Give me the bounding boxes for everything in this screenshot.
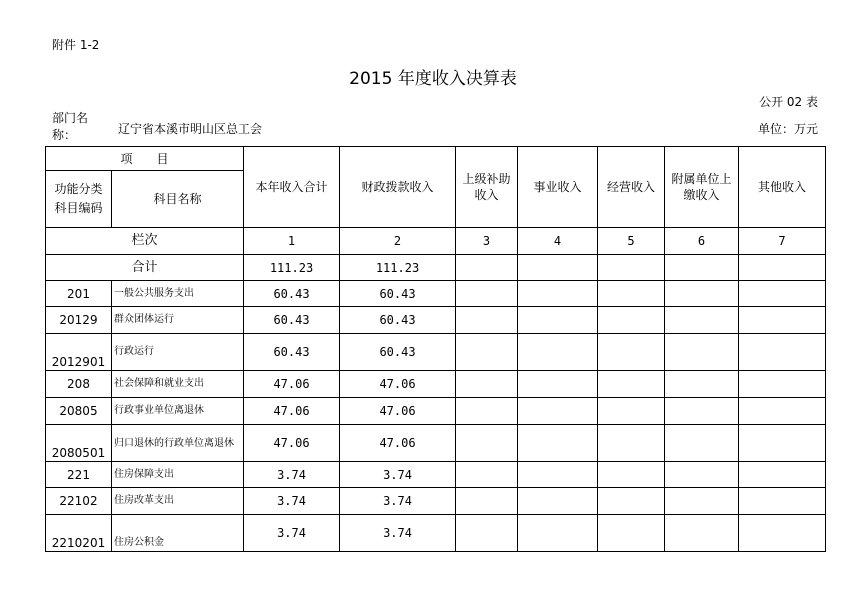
empty-cell (456, 398, 518, 425)
subject-name: 一般公共服务支出 (112, 281, 244, 307)
public-table-number: 公开 02 表 (759, 95, 818, 109)
total-income-value: 111.23 (244, 255, 340, 281)
column-index-label: 栏次 (46, 228, 244, 255)
empty-cell (739, 371, 826, 398)
subject-name: 住房保障支出 (112, 462, 244, 488)
empty-cell (518, 425, 598, 462)
total-income-value: 3.74 (244, 462, 340, 488)
empty-cell (456, 307, 518, 334)
fiscal-allocation-header: 财政拨款收入 (340, 147, 456, 228)
other-income-header: 其他收入 (739, 147, 826, 228)
empty-cell (598, 371, 665, 398)
func-code: 22102 (46, 488, 112, 515)
empty-cell (665, 255, 739, 281)
subject-name-header: 科目名称 (112, 171, 244, 228)
total-income-value: 47.06 (244, 371, 340, 398)
empty-cell (518, 488, 598, 515)
empty-cell (456, 255, 518, 281)
subject-name: 社会保障和就业支出 (112, 371, 244, 398)
operating-income-header: 经营收入 (598, 147, 665, 228)
total-row (46, 255, 826, 281)
fiscal-allocation-value: 60.43 (340, 334, 456, 371)
empty-cell (665, 488, 739, 515)
empty-cell (665, 515, 739, 552)
empty-cell (665, 307, 739, 334)
func-code: 221 (46, 462, 112, 488)
table-row (46, 515, 826, 552)
fiscal-allocation-value: 47.06 (340, 371, 456, 398)
column-index-number: 7 (739, 228, 826, 255)
empty-cell (518, 515, 598, 552)
department-label: 部门名称： (52, 111, 89, 142)
func-code: 20129 (46, 307, 112, 334)
empty-cell (456, 488, 518, 515)
fiscal-allocation-value: 3.74 (340, 462, 456, 488)
column-index-number: 5 (598, 228, 665, 255)
column-index-number: 3 (456, 228, 518, 255)
fiscal-allocation-value: 60.43 (340, 281, 456, 307)
superior-subsidy-header: 上级补助收入 (456, 147, 518, 228)
page-title: 2015 年度收入决算表 (349, 69, 517, 89)
total-label: 合计 (46, 255, 244, 281)
empty-cell (665, 462, 739, 488)
unit-label: 单位：万元 (757, 122, 818, 136)
empty-cell (598, 255, 665, 281)
income-table (45, 146, 826, 552)
table-row (46, 398, 826, 425)
func-code: 2012901 (46, 334, 112, 371)
subject-name: 群众团体运行 (112, 307, 244, 334)
subject-name: 行政运行 (112, 334, 244, 371)
empty-cell (518, 398, 598, 425)
subject-name: 住房改革支出 (112, 488, 244, 515)
empty-cell (598, 281, 665, 307)
column-index-number: 6 (665, 228, 739, 255)
empty-cell (598, 425, 665, 462)
empty-cell (739, 488, 826, 515)
empty-cell (739, 462, 826, 488)
item-header: 项 目 (46, 147, 244, 171)
func-code-header: 功能分类科目编码 (46, 171, 112, 228)
fiscal-allocation-value: 111.23 (340, 255, 456, 281)
total-income-header: 本年收入合计 (244, 147, 340, 228)
empty-cell (456, 462, 518, 488)
empty-cell (518, 307, 598, 334)
table-row (46, 281, 826, 307)
empty-cell (456, 425, 518, 462)
empty-cell (456, 334, 518, 371)
empty-cell (518, 281, 598, 307)
fiscal-allocation-value: 60.43 (340, 307, 456, 334)
func-code: 208 (46, 371, 112, 398)
empty-cell (518, 462, 598, 488)
empty-cell (739, 425, 826, 462)
column-index-number: 1 (244, 228, 340, 255)
func-code: 2080501 (46, 425, 112, 462)
empty-cell (665, 398, 739, 425)
empty-cell (739, 307, 826, 334)
total-income-value: 60.43 (244, 307, 340, 334)
total-income-value: 47.06 (244, 398, 340, 425)
business-income-header: 事业收入 (518, 147, 598, 228)
attachment-label: 附件 1-2 (52, 38, 100, 52)
func-code: 2210201 (46, 515, 112, 552)
empty-cell (665, 371, 739, 398)
empty-cell (598, 307, 665, 334)
table-row (46, 462, 826, 488)
affiliated-income-header: 附属单位上缴收入 (665, 147, 739, 228)
empty-cell (456, 371, 518, 398)
empty-cell (456, 281, 518, 307)
empty-cell (739, 398, 826, 425)
total-income-value: 47.06 (244, 425, 340, 462)
func-code: 20805 (46, 398, 112, 425)
empty-cell (518, 371, 598, 398)
fiscal-allocation-value: 47.06 (340, 425, 456, 462)
table-row (46, 307, 826, 334)
total-income-value: 3.74 (244, 488, 340, 515)
empty-cell (598, 488, 665, 515)
fiscal-allocation-value: 47.06 (340, 398, 456, 425)
table-row (46, 371, 826, 398)
subject-name: 住房公积金 (112, 515, 244, 552)
empty-cell (598, 462, 665, 488)
empty-cell (518, 334, 598, 371)
table-row (46, 488, 826, 515)
empty-cell (665, 425, 739, 462)
column-index-row (46, 228, 826, 255)
total-income-value: 60.43 (244, 334, 340, 371)
empty-cell (739, 255, 826, 281)
empty-cell (598, 334, 665, 371)
empty-cell (598, 398, 665, 425)
empty-cell (739, 334, 826, 371)
empty-cell (598, 515, 665, 552)
func-code: 201 (46, 281, 112, 307)
fiscal-allocation-value: 3.74 (340, 515, 456, 552)
empty-cell (665, 281, 739, 307)
empty-cell (739, 281, 826, 307)
table-row (46, 425, 826, 462)
empty-cell (739, 515, 826, 552)
table-row (46, 334, 826, 371)
column-index-number: 2 (340, 228, 456, 255)
subject-name: 归口退休的行政单位离退休 (112, 425, 244, 462)
fiscal-allocation-value: 3.74 (340, 488, 456, 515)
subject-name: 行政事业单位离退休 (112, 398, 244, 425)
column-index-number: 4 (518, 228, 598, 255)
total-income-value: 60.43 (244, 281, 340, 307)
empty-cell (456, 515, 518, 552)
department-name: 辽宁省本溪市明山区总工会 (118, 122, 263, 136)
empty-cell (518, 255, 598, 281)
empty-cell (665, 334, 739, 371)
total-income-value: 3.74 (244, 515, 340, 552)
